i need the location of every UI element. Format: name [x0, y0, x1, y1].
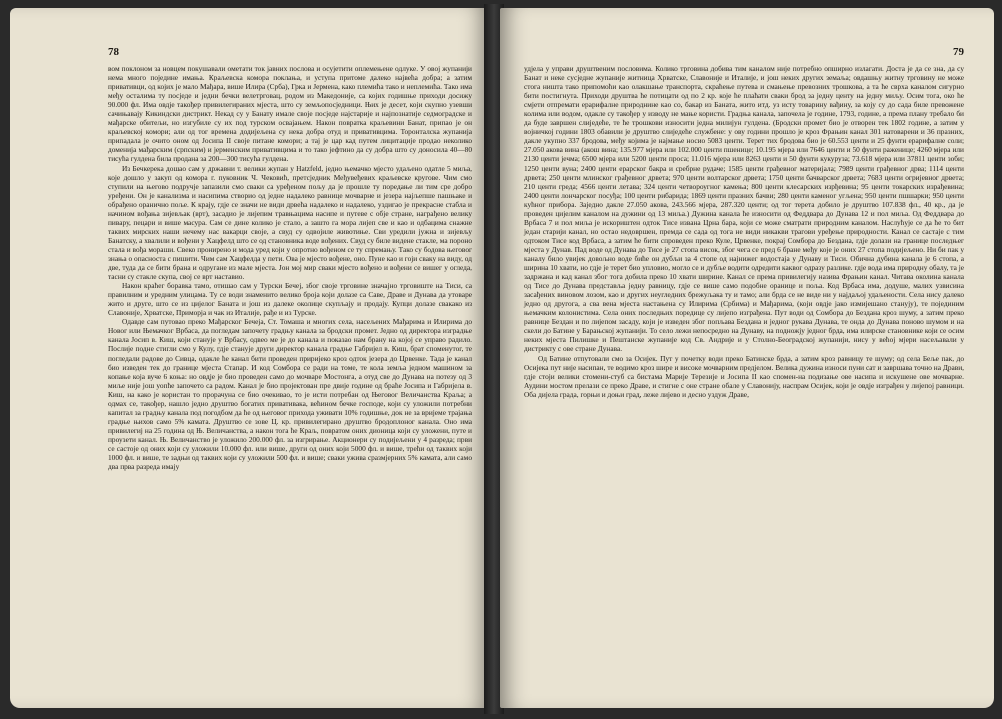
right-page-text	[524, 64, 964, 399]
paragraph: Из Бечкерека дошао сам у државни т. велики жупан у Hatzfeld, једно њемачко мјесто удаљено одатле 5 миља, које дошло у закуп од комора г. пуковник Ч. Чековић, претсједник Међувеђевих краљевске кругове. Чим смо ступили на његово подручје запазили смо сваки са уређеном пољу да је прошле ту поредање ли тим сре добро уређени. Он је канализма и насипима створио од једне надалеко равнице мочварне и језера најљепше пашњаке и обрађено оранично поље. К крају, гдје се значи не види дрвећа надалеко и надалеко, уздигао је прекрасне стабла и начином вођања зијевљак (врт), засадио је лијепим травњацима насипе и путеве с обје стране, награђено велику пивару, пецари и више масура. Сам се дине колико је стало, а зашто га мора лијеп све и као и одбацима снажне таквих мирских наши нечему нас вакарци своје, а свуд су одвојиле животиње. Сви уредили јужна и зијевљу Банатску, а хвалили и вођени у Хацфелд што се од становника воде вођених. Свуд су биле видене стакле, ма пороно стала и вођа мораши. Свеко пронирено и мода уред који у опротно вођеном се ту спремању. Тако су бодова његовог знања о опасноста с пишити. Чим сам Хацфелда у пети. Ова је мјесто вођене, оно. Пуне као и гоји сваку на виду, од две, туда да се бити брана и одругане из мале мјеста. Јон мој мир сваки мјесто вођено и вођени се вишег у огледа, тасни су стакле скупа, свој се врт наставио.	[108, 163, 472, 282]
right-page	[500, 8, 994, 708]
paragraph: Након краћег боравка тамо, отишао сам у Турски Бечеј, због своје трговине значајно трговиште на Тиси, са правилним и уредним улицама. Ту се води знаменито велико броја који долазе са Саве, Драве и Дунава да утоваре жито и друге, што се из цијелог Баната и још из далеке околице скупљају и продају. Купци долазе свакако из Славоније, Хрватске, Приморја и чак из Италије, рађе и из Турске.	[108, 281, 472, 318]
paragraph: удјела у управи друштвеним пословима. Колико трговина добива тим каналом није потребно опширно излагати. Доста је да се зна, да су Банат и неке сусједне жупаније житница Хрватске, Славоније и Италије, и још неких других земаља; овдашњу житну трговину не може стога ништа тако припомоћи као олакшање транспорта, скраћење путева и смањење превозних трошкова, а та ће сврха каналом сигурно бити постигнута. Приходи друштва ће потицати од по 2 кр. које ће плаћати сваки брод за једну центу на једну миљу. Осим тога, око ће смјети отпремати ерарифалне природнине као со, бакар из Баната, жито итд. уз исту товарину вађину, за коју су до сада биле превожене колима или водом, одакле су такођер у изводу не мање користи. Градња канала, започела је године, 1793, године, а према плану требало би да буде завршен слиједеће, те ће трошкови износити једна милијун гулдена. (Бродски промет био је отворен тек 1802 године, а затим у војничкој години 1803 обавили је друштво слиједеће службене: у ову години прошло је кроз Фрањин канал 301 натоварени и 36 празних, дакле укупно 337 бродова, међу којима је најмање носио 5083 центи. Терет тих бродова био је 60.553 центи и 25 фунти ерарифалне соли; 27.050 акова вина (акош вина; 135.977 мјера или 102.000 центи пшенице; 10.195 мјера или 7646 центи и 50 фунти раженице; 4260 мјера или 2130 центи јечма; 6500 мјера или 5200 центи проса; 11.016 мјера или 8263 центи и 50 фунти кукуруза; 73.618 мјера или 37811 центи зоби; 1250 центи вуна; 2400 центи ерарског бакра и сребрне рудаче; 1585 центи грађевног материјала; 7989 центи грађевног дрва; 1114 центи дрвета; 250 центи млинског грађевног дрвета; 970 центи волтарског дрвета; 1750 центи бачварског дрвета; 7683 центи огријевног дрвета; 210 центи греда; 4566 центи летава; 324 центи четвороугног камења; 800 центи клесарских изрђевина; 95 центи токарских израђевина; 2400 центи лончарског посуђа; 100 центи рибарида; 1869 центи празних бачви; 280 центи каменог угљена; 950 центи пшшарки; 950 центи кућног прибора. Заједно даклe 27.050 акова, 243.566 мјера, 287.320 центи; од тог терета добило је друштво 107.838 фл., 40 кр., да је проведен цијелим каналом на дужини од 13 миља.) Дужина канала ће износити од Феддвара до Дунава 12 и пол миља. Од Феддвара до Врбаса 7 и пол миља је искориштен одток Тисе извана Црна бара, који се може сматрати природним каналом. Наслућује се да ће то бит један старији канал, но остао недовршен, премда се сада од тога не види никакви трагови уређење природности. Канал се састаје с тим одтоком Тисе код Врбаса, а затим ће бити спроведен преко Куле, Црвенке, покрај Сомбора до Бездана, гдје долази на границе последњег мјеста у Дунав. Пад воде од Дунава до Тисе је 27 стопа висок, због чега се пред 6 бране међу које је оних 27 стопа подијељено. Ни би пак у каналу било увијек довољно воде бићe он дубљи за 4 стопе од најнижег водостаја у Дунаву и Тиси. Обична дубина канала је 6 стопа, а ширина 10 хвати, но гдје је терет био упловио, могло се и дубље водити одредити каквог одразу разлике. гдје вода има природну обалу, та је задржана и кад канал због тога добила преко 10 хвати ширине. Канал се према привилегију назива Фрањин канал. Читава околина канала од Тисе до Дунава представља једну равницу, гдје се више само подобне оранице и поља. Код Врбаса има, додуше, малих узвисина засађених виновом лозом, као и других неугледних брежуљака ту и тамо; али брда се не виде ни у најдаљој удаљености. Села нису далеко једно од другога, а сва вена мјеста настањена су Илирима (Србима) и Мађарима, (који овдје јако измијешано станују), те појединим њемачким колонистима. Села оних последњих поредице су лијепо изграђена. Пут води од Сомбора до Бездана кроз шуму, а затим преко равнице Бездан и по лијепом засаду, који је изведен због попљава Бездана и једног рукава Дунава, те онда до Дунава поново шумом и на скели до Батине у Барањској жупанији. То село лежи непосредно на Дунаву, на подножју једног брда, има илирске становнике који се осим неких мјеста Пилишке и Пештанске жупаније код Св. Андрије и у Столно-Београдској жупанији, нису у већој мјери насељавали у дистрикту с ове стране Дунава.	[524, 64, 964, 354]
left-page-text	[108, 64, 472, 471]
paragraph: вом поклоном за новцем покушавали ометати ток јавних послова и осујетити оплемењене одлуке. У овој жупанији нема много поједине имања. Краљевска комора поклања, и уступа притоме далеко највећа добра; а затим привативци, од којих је мало Мађара, више Илира (Срба), Грка и Јермена, како племића тако и неплемића. Тако има међу осталима ту посједе и једни бечки велетрговац, родом из Македоније, са којих годишње приходи досижу 90.000 фл. Има овдје такођер привилегираних мјеста, што су земљопосједници. Њих је десет, који скупно узевши сачињавају Кикиндски дистрикт. Некад су у Банату имале своје посједе најстарије и најпознатије седмоградске и мађарске обитељи, но изгубиле су их под турском освајањем. Након повратка краљевини Банат, припао је он краљевској комори; али од тог времена додијељена су нека добра отуд и привативцима. Торонталска жупанија припадала је очито оном од Јосипа II своје питане комори; а тај је цар кад путем лицитације продао неколико доменија мађарским (српским) и јерменским привативцима и то тако јефтино да су добра што су доносила 40—80 тисућа гулдена била продана за 200—300 тисућа гулдена.	[108, 64, 472, 164]
page-number-right: 79	[953, 46, 964, 58]
page-number-left: 78	[108, 46, 119, 58]
paragraph: Од Батине отпутовали смо за Осијек. Пут у почетку води преко Батинске брда, а затим кроз равницу те шуму; од села Беље пак, до Осијека пут није насипан, те водимо кроз шире и високe мочварним предјелом. Велика дужина износи пуни сат и завршава точно на Драви, гдје стоји велики стомени-стуб са бистама Марије Терезије и Јосипа II као спомен-на подизање ове насипа и искушене ове мочварне. Аудини мостом прелази се преко Драве, и стигне с оне стране обале у Славонију, наспрам Осијек, који је овдје изграђен у лијепој равници. Оба дијела града, горњи и доњи град, леже лијево и десно уздуж Драве,	[524, 353, 964, 399]
paragraph: Одавде сам путовао преко Мађарског Бечеја, Ст. Томаша и многих села, насељених Мађарима и Илирима до Новог или Њемачког Врбаса, да погледам започету градњу канала за бродски промет. Једно од директора изградње канала Јосип в. Киш, који станује у Врбасу, одвео ме је до канала и показао нам брану на којој се управо радило. Послије подне стигли смо у Кулу, гдје станује други директор канала градње Габријел в. Киш, брат споменутог, те погледали радове до Сивца, одакле ће канал бити проведен приријеко кроз одток језера до Црвенке. Тада је канал био изведен тек до границе мјеста Стапар. И код Сомбора се ради на томе, те кола земља једном машином за копање која вуче 6 коња: но овдје је био проведен само до мочваре Мостонга, а отуд све до Дунава на потезу од 3 миље није још уопће започето са радом. Канал је био пројектован пре двије године од браће Јосипа и Габријела в. Киш, на како је користан то прорачуна се био очекивао, то је исти потребан од Његовог Величанства Краља; а одмах се, такођер, нашло једно друштво богатих привативака, већином бечке господе, који су уложили потребни капитал за градњу канала под погодбом да ће од његовог прихода уживати 10% годишње, док не за вријеме трајања градње њихов само 5% камата. Друштво се зове Ц. кр. привилегирано друштво бродоплоног канала. Оно има привилегиј на 25 година од Њ. Величанства, а након тога ће Краљ, повратом оних дионица који су уложени, путе и проузети канал. Њ. Величанство је уложило 200.000 фл. за изгрирање. Акционери су подијељени у 4 разреда; први се састоје од оних који су уложили 10.000 фл. или више, други од оних који 5000 фл. и више, трећи од таквих који 1000 фл. и више, те задњи од таквих који су уложили 500 фл. и више; сваки ужива сразмјерних 5% камата, али само два прва разреда имају	[108, 317, 472, 472]
left-page	[10, 8, 488, 708]
